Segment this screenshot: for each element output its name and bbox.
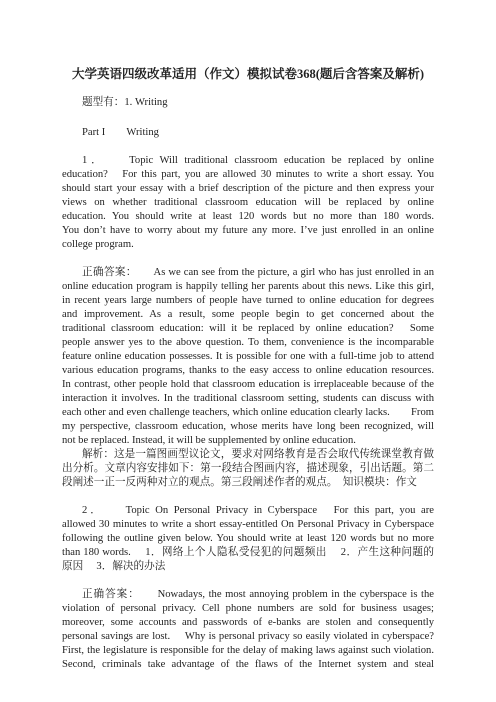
q1-line: views on whether traditional classroom education will be replaced by online — [62, 197, 434, 208]
a1-line: online education program is happily telling her parents about this news. Like this girl, — [62, 281, 434, 292]
q2-line: 2． Topic On Personal Privacy in Cyberspace For this part, you are — [82, 505, 434, 516]
a2-line: personal savings are lost. Why is personal privacy so easily violated in cyberspace? — [62, 631, 434, 642]
q1-line: education. You should write at least 120 words but no more than 180 words. — [62, 211, 434, 222]
q2-line: allowed 30 minutes to write a short essay-entitled On Personal Privacy in Cyberspace — [62, 519, 434, 530]
a1-line: each other and even challenge teachers, which online education clearly lacks. From — [62, 407, 434, 418]
a1-line: people answer yes to the above question. To them, convenience is the incomparable — [62, 337, 434, 348]
analysis1-line: 段阐述一正一反两种对立的观点。第三段阐述作者的观点。 知识模块：作文 — [62, 477, 417, 488]
analysis1-line: 解析：这是一篇图画型议论文，要求对网络教育是否会取代传统课堂教育做 — [82, 449, 434, 460]
q1-line: education? For this part, you are allowed 30 minutes to write a short essay. You — [62, 169, 434, 180]
a1-line: feature online education possesses. It is possible for one with a full-time job to attend — [62, 351, 434, 362]
q2-line: 原因 3．解决的办法 — [62, 561, 166, 572]
question-types-line: 题型有：1. Writing — [82, 97, 168, 108]
q1-line: should start your essay with a brief description of the picture and then express your — [62, 183, 434, 194]
a1-line: not be replaced. Instead, it will be supplemented by online education. — [62, 435, 356, 446]
a2-line: 正确答案： Nowadays, the most annoying problem in the cyberspace is the — [82, 589, 434, 600]
a2-line: First, the legislature is responsible for the delay of making laws against such violation. — [62, 645, 434, 656]
q2-line: following the outline given below. You should write at least 120 words but no more — [62, 533, 434, 544]
a1-line: In contrast, other people hold that classroom education is irreplaceable because of the — [62, 379, 434, 390]
a2-line: Second, criminals take advantage of the flaws of the Internet system and steal — [62, 659, 434, 670]
a1-line: various education programs, thanks to the easy access to online education resources. — [62, 365, 434, 376]
a1-line: and improvement. As a result, some people begin to get concerned about the — [62, 309, 434, 320]
a1-line: interaction it involves. In the traditional classroom setting, students can discuss with — [62, 393, 434, 404]
q1-line: 1． Topic Will traditional classroom education be replaced by online — [82, 155, 434, 166]
q1-line: college program. — [62, 239, 134, 250]
a1-line: traditional classroom education: will it be replaced by online education? Some — [62, 323, 434, 334]
a2-line: moreover, some accounts and passwords of e-banks are stolen and consequently — [62, 617, 434, 628]
q2-line: than 180 words. 1．网络上个人隐私受侵犯的问题频出 2．产生这种问题的 — [62, 547, 434, 558]
a1-line: in recent years large numbers of people have turned to online education for degrees — [62, 295, 434, 306]
part-heading: Part I Writing — [82, 127, 159, 138]
a1-line: my perspective, classroom education, whose merits have long been recognized, will — [62, 421, 434, 432]
q1-line: You don’t have to worry about my future any more. I’ve just enrolled in an online — [62, 225, 434, 236]
a2-line: violation of personal privacy. Cell phone numbers are sold for business usages; — [62, 603, 434, 614]
analysis1-line: 出分析。文章内容安排如下：第一段结合图画内容，描述现象，引出话题。第二 — [62, 463, 434, 474]
document-title: 大学英语四级改革适用（作文）模拟试卷368(题后含答案及解析) — [71, 67, 425, 81]
a1-line: 正确答案： As we can see from the picture, a girl who has just enrolled in an — [82, 267, 434, 278]
